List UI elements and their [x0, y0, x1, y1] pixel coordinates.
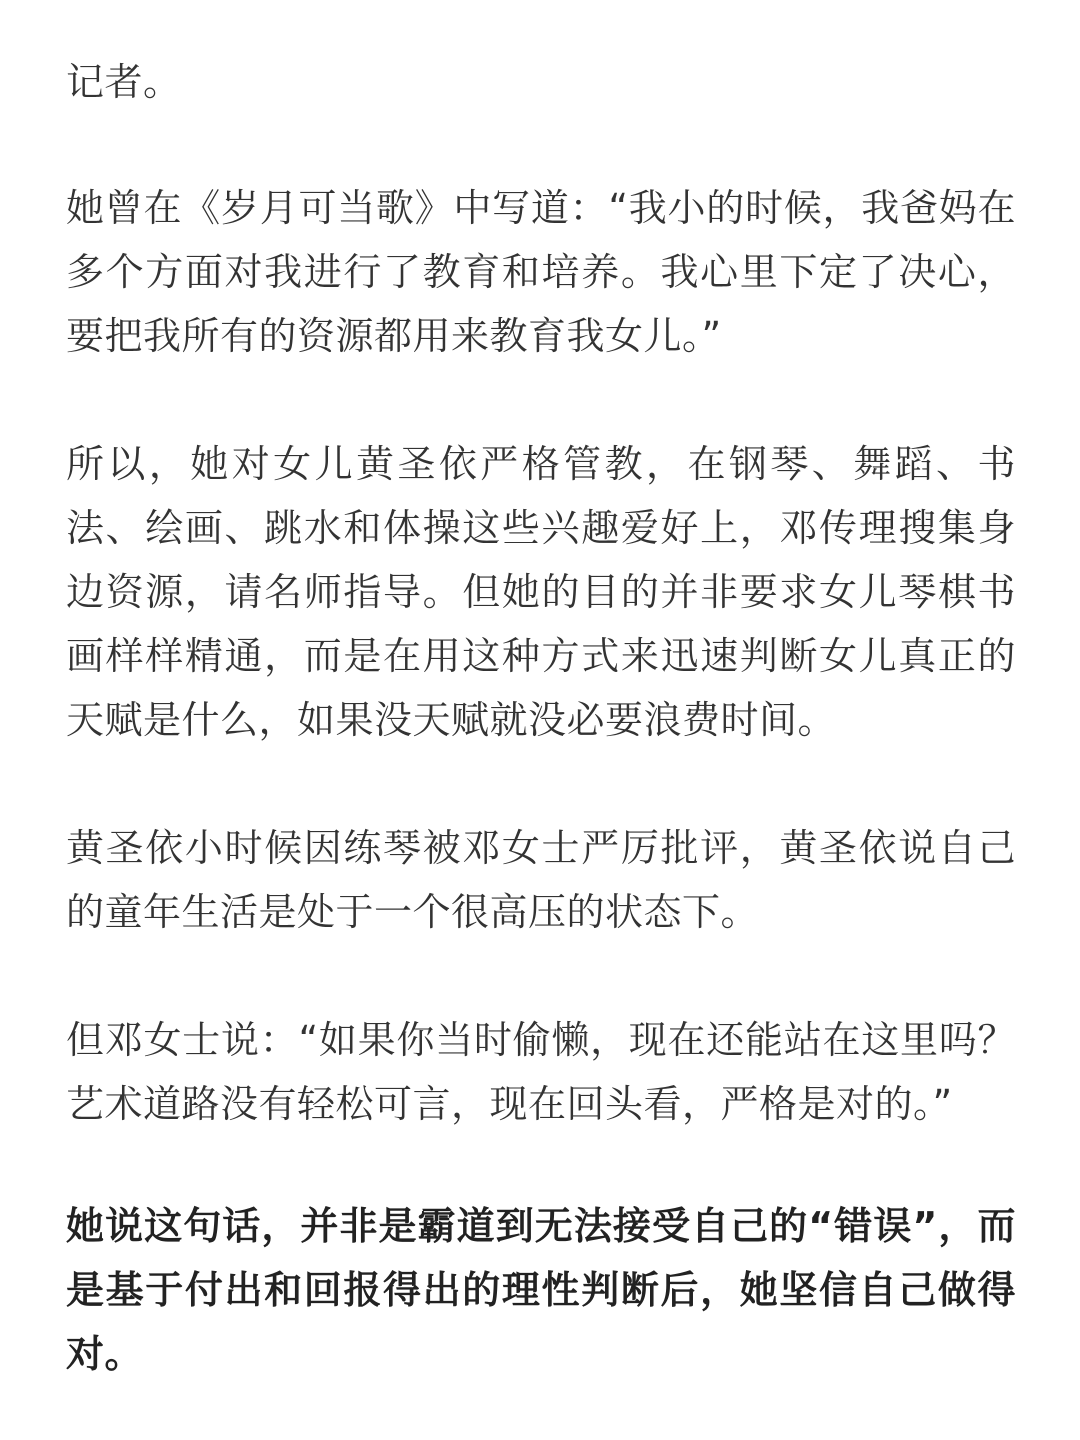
article-paragraph: 所以，她对女儿黄圣依严格管教，在钢琴、舞蹈、书法、绘画、跳水和体操这些兴趣爱好上，邓传理搜集身边资源，请名师指导。但她的目的并非要求女儿琴棋书画样样精通，而是在用这种方式来迅速判断女儿真正的天赋是什么，如果没天赋就没必要浪费时间。: [66, 442, 1016, 742]
article-paragraph: 黄圣依小时候因练琴被邓女士严厉批评，黄圣依说自己的童年生活是处于一个很高压的状态下。: [66, 826, 1016, 934]
article-paragraph-emphasis: 她说这句话，并非是霸道到无法接受自己的“错误”，而是基于付出和回报得出的理性判断后，她坚信自己做得对。: [66, 1204, 1016, 1376]
article-paragraph: 她曾在《岁月可当歌》中写道：“我小的时候，我爸妈在多个方面对我进行了教育和培养。我心里下定了决心，要把我所有的资源都用来教育我女儿。”: [66, 186, 1016, 358]
article-paragraph: 但邓女士说：“如果你当时偷懒，现在还能站在这里吗？艺术道路没有轻松可言，现在回头看，严格是对的。”: [66, 1018, 1016, 1126]
article-paragraph: 记者。: [66, 60, 182, 104]
